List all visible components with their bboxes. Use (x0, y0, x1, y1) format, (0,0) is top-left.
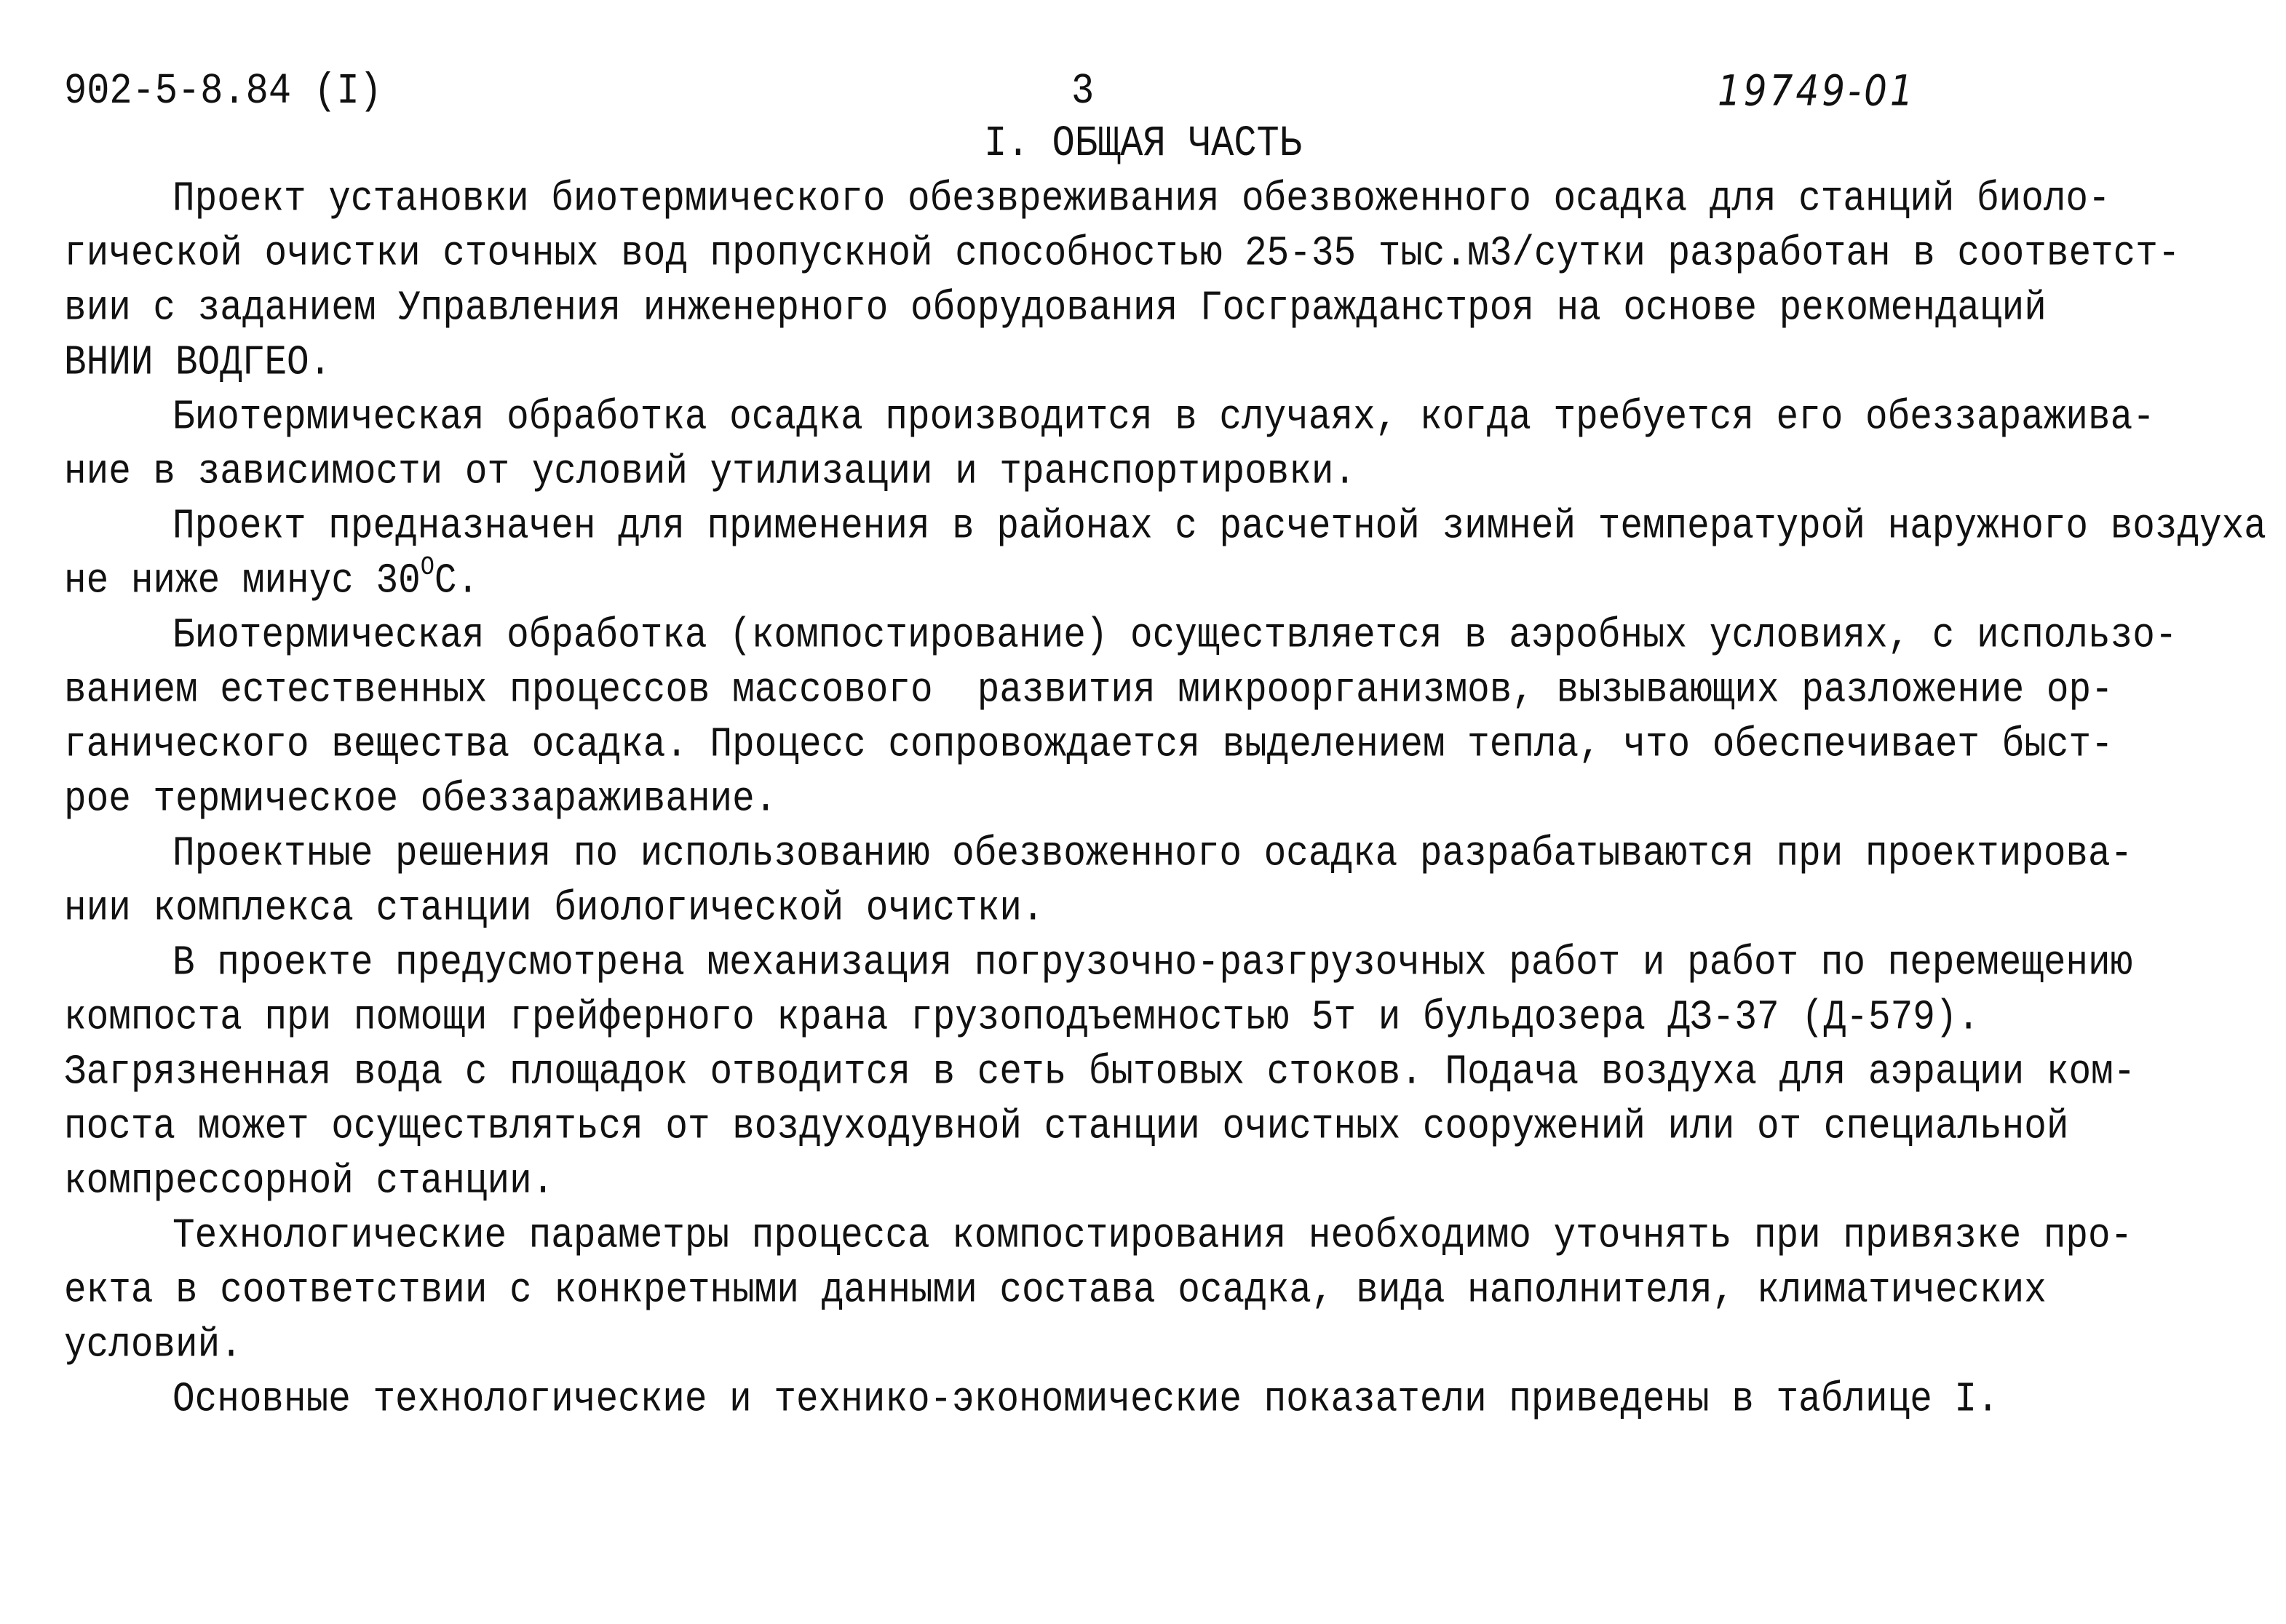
degree-superscript: О (420, 552, 434, 583)
inventory-number: 19749-01 (1718, 66, 1916, 116)
text-line (64, 552, 2284, 613)
text-segment: С. (434, 558, 480, 605)
text-line: Биотермическая обработка осадка производится в случаях, когда требуется его обеззаражива- (172, 394, 2155, 442)
text-line: Технологические параметры процесса компостирования необходимо уточнять при привязке про- (172, 1213, 2133, 1260)
text-line: компоста при помощи грейферного крана грузоподъемностью 5т и бульдозера ДЗ-37 (Д-579). (64, 995, 1980, 1042)
text-line: Проект установки биотермического обезвреживания обезвоженного осадка для станций биоло- (172, 176, 2111, 223)
text-line: ВНИИ ВОДГЕО. (64, 340, 332, 387)
document-body (64, 172, 2284, 1428)
section-title: I. ОБЩАЯ ЧАСТЬ (984, 119, 1302, 169)
text-line: компрессорной станции. (64, 1158, 555, 1206)
text-line: Проект предназначен для применения в районах с расчетной зимней температурой наружного воздуха (172, 503, 2266, 551)
text-line: В проекте предусмотрена механизация погрузочно-разгрузочных работ и работ по перемещению (172, 940, 2133, 987)
paragraph (64, 827, 2284, 936)
text-line: условий. (64, 1322, 242, 1369)
text-line: ние в зависимости от условий утилизации и транспортировки. (64, 449, 1357, 496)
document-code: 902-5-8.84 (I) (64, 66, 382, 116)
paragraph (64, 1209, 2284, 1373)
paragraph (64, 172, 2284, 391)
paragraph (64, 500, 2284, 609)
text-line: Загрязненная вода с площадок отводится в сеть бытовых стоков. Подача воздуха для аэрации ком- (64, 1049, 2136, 1096)
text-line: ганического вещества осадка. Процесс сопровождается выделением тепла, что обеспечивает быст- (64, 722, 2114, 769)
text-line: вии с заданием Управления инженерного оборудования Госгражданстроя на основе рекомендаций (64, 285, 2047, 333)
text-line: Проектные решения по использованию обезвоженного осадка разрабатываются при проектирова- (172, 831, 2133, 878)
paragraph (64, 1373, 2284, 1428)
text-line: екта в соответствии с конкретными данными состава осадка, вида наполнителя, климатических (64, 1267, 2047, 1315)
paragraph (64, 609, 2284, 827)
text-line: Биотермическая обработка (компостирование) осуществляется в аэробных условиях, с использо- (172, 613, 2178, 660)
text-segment: не ниже минус 30 (64, 558, 421, 605)
paragraph (64, 391, 2284, 500)
text-line: Основные технологические и технико-экономические показатели приведены в таблице I. (172, 1377, 1999, 1424)
text-line: ванием естественных процессов массового развития микроорганизмов, вызывающих разложение ор- (64, 667, 2114, 715)
paragraph (64, 936, 2284, 1209)
text-line: поста может осуществляться от воздуходувной станции очистных сооружений или от специальной (64, 1104, 2069, 1151)
page-number: 3 (1071, 66, 1095, 116)
text-line: гической очистки сточных вод пропускной способностью 25-35 тыс.м3/сутки разработан в соответст- (64, 231, 2180, 278)
text-line: нии комплекса станции биологической очистки. (64, 885, 1044, 933)
text-line: рое термическое обеззараживание. (64, 776, 777, 824)
